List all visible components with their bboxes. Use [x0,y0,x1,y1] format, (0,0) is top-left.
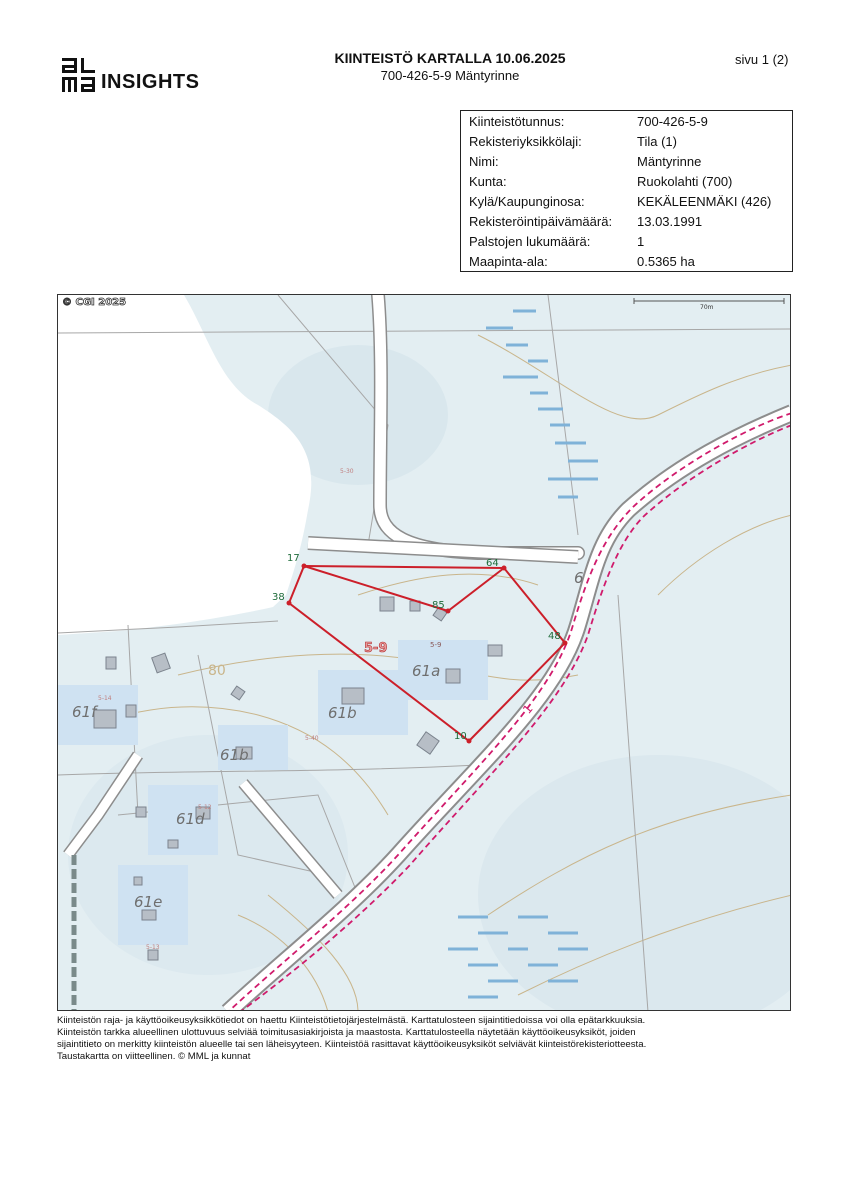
info-value: Tila (1) [637,134,677,149]
small-parcel-label: 5-12 [198,804,212,811]
disclaimer-line: Kiinteistön raja- ja käyttöoikeusyksikkötiedot on haettu Kiinteistötietojärjestelmästä. Karttatulosteen sijaintitiedoissa voi olla epätarkkuuksia. [57,1015,646,1026]
property-map[interactable] [57,294,791,1011]
property-info-table [460,110,793,272]
info-row [469,112,792,132]
parcel-id-label: 5-9 [364,641,388,656]
map-label-61a: 61a [412,662,441,680]
document-subtitle: 700-426-5-9 Mäntyrinne [380,68,520,83]
building [106,657,116,669]
info-row [469,212,792,232]
building [380,597,394,611]
building [148,950,158,960]
document-header [300,50,600,83]
info-label: Rekisteriyksikkölaji: [469,134,582,149]
building [446,669,460,683]
building [342,688,364,704]
boundary-point-17: 17 [287,553,300,564]
boundary-point-48: 48 [548,631,561,642]
disclaimer-line: Kiinteistön tarkka alueellinen ulottuvuus selviää toimitusasiakirjoista ja maastosta. Karttatulosteella näytetään käyttöoikeusyksiköt, joiden [57,1027,636,1038]
building [142,910,156,920]
info-label: Maapinta-ala: [469,254,548,269]
info-row [469,132,792,152]
map-label-61e: 61e [134,893,163,911]
info-label: Rekisteröintipäivämäärä: [469,214,613,229]
info-label: Palstojen lukumäärä: [469,234,591,249]
info-value: 1 [637,234,645,249]
map-label-61f: 61f [72,703,97,721]
boundary-point-64: 64 [486,558,499,569]
boundary-marker [502,566,507,571]
map-label-61b: 61b [328,704,357,722]
info-label: Nimi: [469,154,499,169]
boundary-marker [467,739,472,744]
small-parcel-label: 5-30 [340,468,354,475]
boundary-point-85: 85 [432,600,445,611]
building [94,710,116,728]
alma-insights-logo [62,56,222,96]
info-row [469,252,792,272]
building [134,877,142,885]
small-parcel-label: 5-13 [146,944,160,951]
info-value: Ruokolahti (700) [637,174,733,189]
info-value: 700-426-5-9 [637,114,708,129]
info-label: Kylä/Kaupunginosa: [469,194,585,209]
boundary-point-38: 38 [272,592,285,603]
map-copyright: © CGI 2025 [62,297,127,308]
building [168,840,178,848]
boundary-marker [446,609,451,614]
contour-label: 80 [208,663,226,679]
small-parcel-label: 5-40 [305,735,319,742]
disclaimer-line: sijaintitieto on merkitty kiinteistön alueelle tai sen läheisyyteen. Kiinteistöä rasittavat käyttöoikeusyksiköt selviävät kiinteistörekisteriotteesta. [57,1039,647,1050]
info-row [469,232,792,252]
brand-word: INSIGHTS [101,71,200,93]
info-value: KEKÄLEENMÄKI (426) [637,194,772,209]
map-label-61b: 61b [220,746,249,764]
info-value: 13.03.1991 [637,214,703,229]
map-disclaimer [57,1015,797,1063]
map-label-61d: 61d [176,810,205,828]
info-value: Mäntyrinne [637,154,702,169]
alma-logo-mark [62,56,98,94]
info-label: Kiinteistötunnus: [469,114,565,129]
boundary-point-10: 10 [454,731,467,742]
small-parcel-label: 5-14 [98,695,112,702]
boundary-marker [563,641,568,646]
page-number: sivu 1 (2) [735,52,789,67]
building [126,705,136,717]
boundary-marker [302,564,307,569]
info-value: 0.5365 ha [637,254,695,269]
info-label: Kunta: [469,174,507,189]
boundary-marker [287,601,292,606]
scale-label: 70m [700,304,714,311]
document-title: KIINTEISTÖ KARTALLA 10.06.2025 [334,50,566,66]
info-row [469,172,792,192]
map-canvas[interactable] [58,295,791,1011]
info-row [469,152,792,172]
disclaimer-line: Taustakartta on viitteellinen. © MML ja kunnat [57,1051,251,1062]
building [136,807,146,817]
building [488,645,502,656]
map-label-6: 6 [574,569,584,587]
road-number-label: 1 [520,701,536,717]
info-row [469,192,792,212]
parcel-small-label: 5-9 [430,641,442,649]
